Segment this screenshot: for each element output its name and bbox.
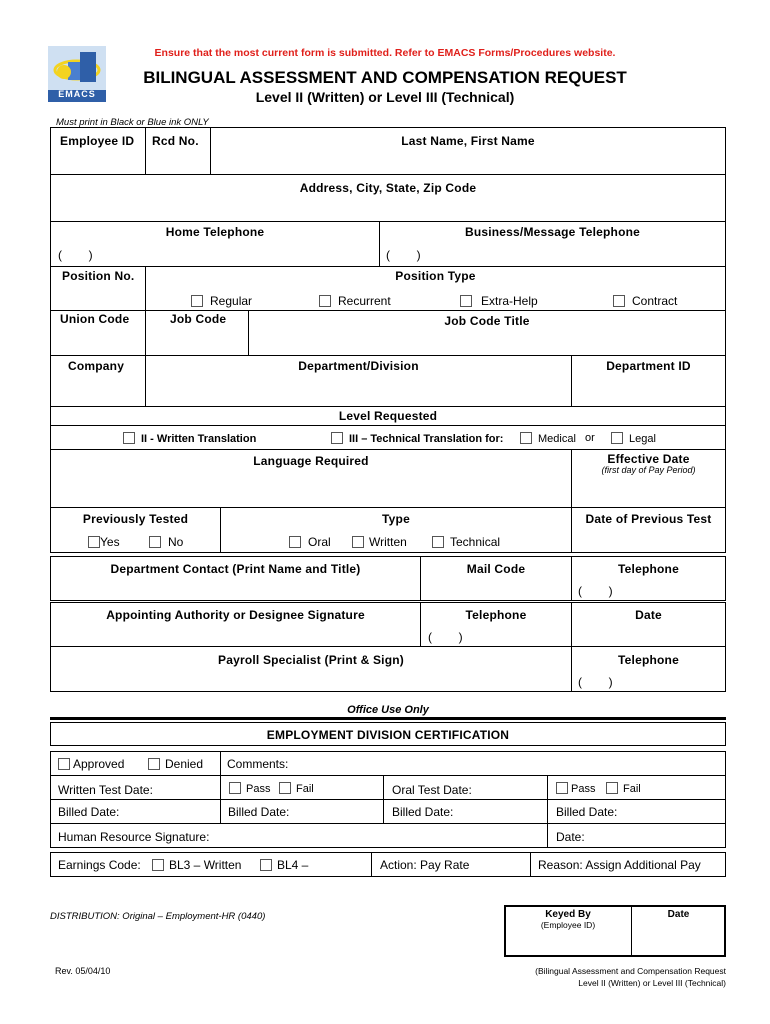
mail-code-label: Mail Code bbox=[466, 562, 526, 576]
written-fail-option[interactable]: Fail bbox=[279, 782, 314, 795]
job-code-label: Job Code bbox=[170, 312, 227, 326]
checkbox-icon[interactable] bbox=[352, 536, 364, 548]
emacs-logo bbox=[48, 46, 106, 102]
contact-telephone-label: Telephone bbox=[618, 562, 679, 576]
checkbox-icon[interactable] bbox=[148, 758, 160, 770]
form-name-line-2: Level II (Written) or Level III (Technical) bbox=[578, 978, 726, 988]
company-label: Company bbox=[68, 359, 125, 373]
tested-yes-option[interactable]: Yes bbox=[88, 535, 120, 549]
checkbox-icon[interactable] bbox=[191, 295, 203, 307]
effective-date-label: Effective Date bbox=[607, 452, 690, 466]
oral-fail-option[interactable]: Fail bbox=[606, 782, 641, 795]
checkbox-icon[interactable] bbox=[279, 782, 291, 794]
revision-date: Rev. 05/04/10 bbox=[55, 966, 111, 976]
checkbox-icon[interactable] bbox=[613, 295, 625, 307]
checkbox-icon[interactable] bbox=[432, 536, 444, 548]
comments-label: Comments: bbox=[227, 757, 289, 771]
form-subtitle: Level II (Written) or Level III (Technical) bbox=[255, 89, 515, 105]
distribution-note: DISTRIBUTION: Original – Employment-HR (0440) bbox=[50, 911, 266, 922]
checkbox-icon[interactable] bbox=[460, 295, 472, 307]
denied-option[interactable]: Denied bbox=[148, 757, 203, 771]
form-title: BILINGUAL ASSESSMENT AND COMPENSATION REQUEST bbox=[143, 68, 627, 87]
comments-cell[interactable] bbox=[220, 751, 726, 776]
position-no-label: Position No. bbox=[62, 269, 135, 283]
type-contract[interactable]: Contract bbox=[613, 294, 677, 308]
checkbox-icon[interactable] bbox=[606, 782, 618, 794]
department-label: Department/Division bbox=[298, 359, 419, 373]
type-regular[interactable]: Regular bbox=[191, 294, 252, 308]
checkbox-icon[interactable] bbox=[88, 536, 100, 548]
union-code-label: Union Code bbox=[60, 312, 130, 326]
written-pass-option[interactable]: Pass bbox=[229, 782, 270, 795]
department-contact-label: Department Contact (Print Name and Title) bbox=[110, 562, 361, 576]
job-code-title-label: Job Code Title bbox=[444, 314, 530, 328]
written-test-date-label: Written Test Date: bbox=[58, 783, 153, 797]
appointing-phone-area: ( ) bbox=[428, 630, 463, 644]
checkbox-icon[interactable] bbox=[152, 859, 164, 871]
logo-text: EMACS bbox=[58, 89, 96, 99]
billed-date-2-label: Billed Date: bbox=[228, 805, 290, 819]
reason-label: Reason: Assign Additional Pay bbox=[538, 858, 701, 872]
type-recurrent[interactable]: Recurrent bbox=[319, 294, 391, 308]
level-or-text: or bbox=[585, 432, 595, 444]
bl4-option[interactable]: BL4 – bbox=[260, 858, 308, 872]
business-phone-area: ( ) bbox=[386, 248, 421, 262]
level-written-option[interactable]: II - Written Translation bbox=[123, 432, 256, 445]
billed-date-4-label: Billed Date: bbox=[556, 805, 618, 819]
department-id-label: Department ID bbox=[606, 359, 691, 373]
level-medical-option[interactable]: Medical bbox=[520, 432, 576, 445]
checkbox-icon[interactable] bbox=[58, 758, 70, 770]
appointing-date-label: Date bbox=[635, 608, 662, 622]
approved-option[interactable]: Approved bbox=[58, 757, 124, 771]
hr-date-label: Date: bbox=[556, 830, 585, 844]
position-type-label: Position Type bbox=[395, 269, 476, 283]
effective-date-note: (first day of Pay Period) bbox=[601, 465, 696, 475]
checkbox-icon[interactable] bbox=[289, 536, 301, 548]
home-phone-area: ( ) bbox=[58, 248, 93, 262]
rcd-no-label: Rcd No. bbox=[152, 134, 199, 148]
keyed-date-label: Date bbox=[667, 909, 690, 920]
level-requested-heading: Level Requested bbox=[338, 409, 438, 423]
type-extra-help[interactable]: Extra-Help bbox=[460, 294, 538, 308]
tested-no-option[interactable]: No bbox=[149, 535, 183, 549]
date-previous-test-label: Date of Previous Test bbox=[585, 512, 712, 526]
type-technical-option[interactable]: Technical bbox=[432, 535, 500, 549]
home-phone-label: Home Telephone bbox=[165, 225, 265, 239]
earnings-code-label: Earnings Code: bbox=[58, 858, 141, 872]
checkbox-icon[interactable] bbox=[319, 295, 331, 307]
bl3-option[interactable]: BL3 – Written bbox=[152, 858, 241, 872]
hr-signature-label: Human Resource Signature: bbox=[58, 830, 210, 844]
address-label: Address, City, State, Zip Code bbox=[299, 181, 477, 195]
form-name-line-1: (Bilingual Assessment and Compensation Request bbox=[535, 966, 726, 976]
office-use-only: Office Use Only bbox=[347, 704, 429, 716]
employee-id-label: Employee ID bbox=[60, 134, 135, 148]
checkbox-icon[interactable] bbox=[331, 432, 343, 444]
billed-date-3-label: Billed Date: bbox=[392, 805, 454, 819]
level-technical-option[interactable]: III – Technical Translation for: bbox=[331, 432, 503, 445]
office-use-divider bbox=[50, 717, 726, 720]
checkbox-icon[interactable] bbox=[556, 782, 568, 794]
payroll-specialist-label: Payroll Specialist (Print & Sign) bbox=[218, 653, 404, 667]
keyed-by-label: Keyed By bbox=[545, 909, 591, 920]
keyed-employee-id-label: (Employee ID) bbox=[540, 920, 596, 930]
action-label: Action: Pay Rate bbox=[380, 858, 470, 872]
appointing-telephone-label: Telephone bbox=[465, 608, 527, 622]
test-type-label: Type bbox=[382, 512, 410, 526]
checkbox-icon[interactable] bbox=[611, 432, 623, 444]
ink-note: Must print in Black or Blue ink ONLY bbox=[56, 117, 209, 128]
contact-phone-area: ( ) bbox=[578, 584, 613, 598]
previously-tested-label: Previously Tested bbox=[82, 512, 189, 526]
language-required-label: Language Required bbox=[253, 454, 369, 468]
form-notice: Ensure that the most current form is submitted. Refer to EMACS Forms/Procedures website. bbox=[154, 47, 616, 59]
type-oral-option[interactable]: Oral bbox=[289, 535, 331, 549]
checkbox-icon[interactable] bbox=[260, 859, 272, 871]
certification-heading: EMPLOYMENT DIVISION CERTIFICATION bbox=[266, 728, 510, 742]
payroll-telephone-label: Telephone bbox=[618, 653, 679, 667]
checkbox-icon[interactable] bbox=[520, 432, 532, 444]
level-legal-option[interactable]: Legal bbox=[611, 432, 656, 445]
name-label: Last Name, First Name bbox=[401, 134, 535, 148]
type-written-option[interactable]: Written bbox=[352, 535, 407, 549]
billed-date-1-label: Billed Date: bbox=[58, 805, 120, 819]
checkbox-icon[interactable] bbox=[229, 782, 241, 794]
business-phone-label: Business/Message Telephone bbox=[464, 225, 641, 239]
oral-pass-option[interactable]: Pass bbox=[556, 782, 595, 795]
payroll-phone-area: ( ) bbox=[578, 675, 613, 689]
checkbox-icon[interactable] bbox=[149, 536, 161, 548]
oral-test-date-label: Oral Test Date: bbox=[392, 783, 472, 797]
checkbox-icon[interactable] bbox=[123, 432, 135, 444]
appointing-signature-label: Appointing Authority or Designee Signature bbox=[106, 608, 365, 622]
